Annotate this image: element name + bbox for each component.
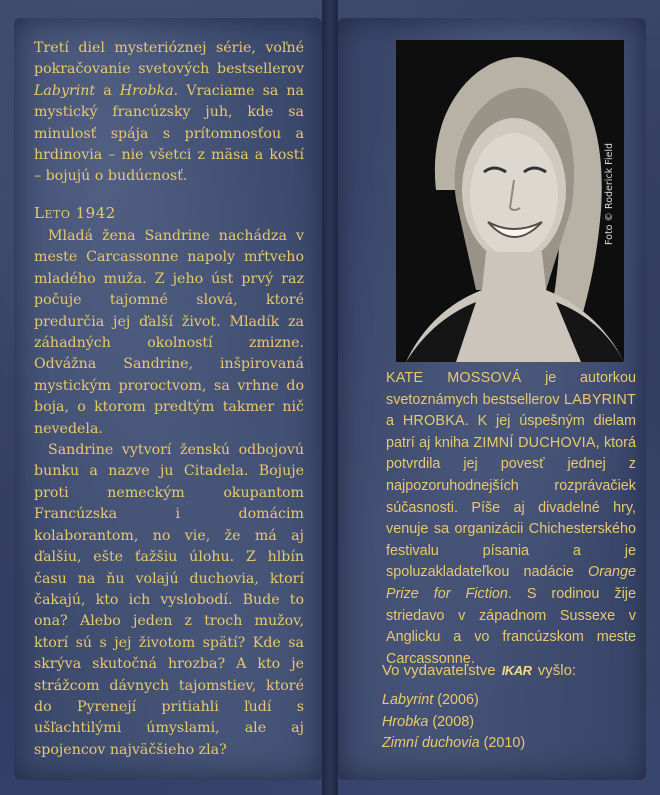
publisher-logo: IKAR	[501, 663, 532, 678]
story-text	[34, 226, 304, 761]
book-title: Zimní duchovia	[382, 735, 480, 752]
intro-text-1: Tretí diel mysterióznej série, voľné pokračovanie svetových bestsellerov	[34, 40, 304, 78]
bio-book-hrobka: HROBKA	[402, 413, 465, 430]
intro-text-2: . Vraciame sa na mystický francúzsky juh, kde sa minulosť spája s prítomnosťou a hrdinovia – nie všetci z mäsa a kostí – bojujú o budúcnosť.	[34, 82, 305, 185]
book-list-item	[382, 733, 642, 755]
intro-paragraph	[34, 38, 304, 188]
bio-text-1: je autorkou svetoznámych bestsellerov	[386, 370, 636, 408]
bio-and: a	[386, 413, 403, 430]
book-year: (2008)	[432, 713, 474, 730]
fold-spine	[322, 0, 338, 795]
story-paragraph-2: Sandrine vytvorí ženskú odbojovú bunku a nazve ju Citadela. Bojuje proti nemeckým okupantom Francúzska i domácim kolaborantom, no vie, že má aj ďalšiu, ešte ťažšiu úlohu. Z hlbín času na ňu volajú duchovia, ktorí čakajú, kto ich vyslobodí. Bude to ona? Alebo jeden z troch mužov, ktorí sú s jej životom spätí? Kde sa skrýva skutočná hrozba? A kto je strážcom dávnych tajomstiev, ktoré do Pyrenejí pritiahli ľudí s ušľachtilými úmyslami, ale aj spojencov najväčšieho zla?	[34, 442, 304, 758]
book-title: Labyrint	[382, 692, 434, 708]
author-photo	[396, 40, 624, 362]
intro-title-labyrint: Labyrint	[34, 82, 96, 99]
book-year: (2006)	[437, 692, 479, 708]
author-bio	[386, 368, 636, 670]
photo-credit: Foto © Roderick Field	[604, 142, 615, 245]
bio-text-3: , ktorá potvrdila jej povesť jednej z najpozoruhodnejších rozprávačiek súčasnosti. Píše aj divadelné hry, venuje sa organizácii Chichesterského festivalu písania a je spoluzakladateľkou nadácie	[386, 434, 636, 581]
bio-text-2: . K jej úspešným dielam patrí aj kniha	[386, 413, 636, 451]
story-paragraph-1: Mladá žena Sandrine nachádza v meste Carcassonne napoly mŕtveho mladého muža. Z jeho úst prvý raz počuje tajomné slová, ktoré predurčia jej ďalší život. Mladík za záhadných okolností zmizne. Odvážna Sandrine, inšpirovaná mystickým proroctvom, sa vrhne do boja, o ktorom predtým takmer nič nevedela.	[34, 228, 304, 437]
published-suffix: vyšlo:	[537, 662, 577, 679]
book-list-item	[382, 690, 642, 712]
book-year: (2010)	[483, 735, 526, 752]
section-heading: Leto 1942	[34, 204, 116, 222]
book-list	[382, 690, 642, 755]
intro-title-hrobka: Hrobka	[119, 82, 174, 99]
published-prefix: Vo vydavateľstve	[382, 662, 496, 679]
author-portrait-drawing	[396, 40, 624, 362]
intro-and: a	[95, 82, 120, 99]
published-line	[382, 662, 642, 679]
bio-book-labyrint: LABYRINT	[564, 391, 636, 408]
bio-text-4: . S rodinou žije striedavo v západnom Sussexe v Anglicku a vo francúzskom meste Carcassonne.	[386, 585, 636, 667]
author-name: KATE MOSSOVÁ	[386, 370, 522, 386]
book-title: Hrobka	[382, 713, 429, 730]
bio-prize: Orange Prize for Fiction	[386, 564, 636, 602]
book-list-item	[382, 712, 642, 734]
bio-book-zimni-duchovia: ZIMNÍ DUCHOVIA	[473, 434, 596, 451]
